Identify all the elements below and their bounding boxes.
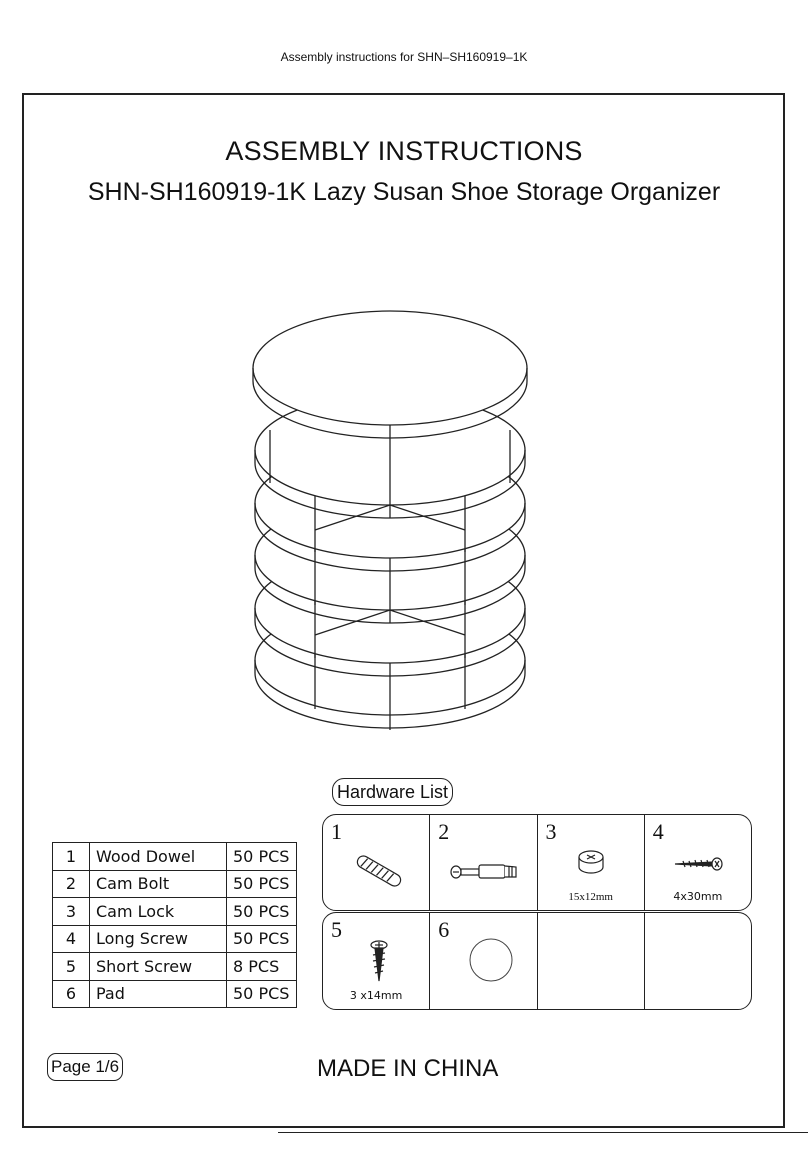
part-quantity: 50 PCS — [227, 980, 297, 1008]
hardware-number: 2 — [438, 819, 450, 844]
parts-table — [52, 842, 297, 1008]
hardware-cell-empty — [645, 913, 751, 1009]
hardware-number: 6 — [438, 917, 450, 942]
part-name: Short Screw — [90, 953, 227, 981]
hardware-cell-5 — [323, 913, 430, 1009]
hardware-number: 5 — [331, 917, 342, 942]
made-in-label: MADE IN CHINA — [317, 1055, 499, 1082]
hardware-caption: 3 x14mm — [349, 989, 403, 1002]
hardware-number: 3 — [545, 819, 557, 844]
long-screw-icon — [673, 853, 729, 873]
hardware-number: 1 — [331, 819, 342, 844]
table-row — [53, 898, 297, 926]
hardware-grid-row-1 — [322, 814, 752, 911]
cam-lock-icon — [576, 847, 606, 877]
table-row — [53, 843, 297, 871]
part-number: 6 — [53, 980, 90, 1008]
part-number: 1 — [53, 843, 90, 871]
pad-icon — [468, 937, 514, 983]
hardware-cell-empty — [538, 913, 645, 1009]
hardware-caption: 15x12mm — [568, 891, 613, 903]
product-subtitle: SHN-SH160919-1K Lazy Susan Shoe Storage Organizer — [87, 178, 721, 206]
part-number: 4 — [53, 925, 90, 953]
cam-bolt-icon — [448, 857, 520, 887]
hardware-cell-3 — [538, 815, 645, 910]
hardware-cell-2 — [430, 815, 537, 910]
running-header: Assembly instructions for SHN–SH160919–1K — [280, 50, 528, 64]
hardware-cell-6 — [430, 913, 537, 1009]
page-title: ASSEMBLY INSTRUCTIONS — [225, 136, 583, 166]
part-quantity: 50 PCS — [227, 870, 297, 898]
part-quantity: 50 PCS — [227, 898, 297, 926]
part-number: 3 — [53, 898, 90, 926]
part-number: 2 — [53, 870, 90, 898]
table-row — [53, 925, 297, 953]
table-row — [53, 953, 297, 981]
part-number: 5 — [53, 953, 90, 981]
wood-dowel-icon — [351, 851, 407, 891]
hardware-cell-4 — [645, 815, 751, 910]
table-row — [53, 870, 297, 898]
hardware-number: 4 — [652, 819, 664, 844]
hardware-cell-1 — [323, 815, 430, 910]
part-name: Cam Bolt — [90, 870, 227, 898]
part-name: Cam Lock — [90, 898, 227, 926]
part-name: Pad — [90, 980, 227, 1008]
part-name: Wood Dowel — [90, 843, 227, 871]
shoe-organizer-illustration — [240, 305, 540, 755]
part-quantity: 50 PCS — [227, 843, 297, 871]
part-quantity: 8 PCS — [227, 953, 297, 981]
page-number-badge: Page 1/6 — [47, 1053, 123, 1081]
part-name: Long Screw — [90, 925, 227, 953]
hardware-caption: 4x30mm — [673, 890, 723, 903]
hardware-grid-row-2 — [322, 912, 752, 1010]
part-quantity: 50 PCS — [227, 925, 297, 953]
hardware-list-label: Hardware List — [332, 778, 453, 806]
bottom-rule — [278, 1132, 808, 1133]
table-row — [53, 980, 297, 1008]
short-screw-icon — [369, 939, 389, 983]
